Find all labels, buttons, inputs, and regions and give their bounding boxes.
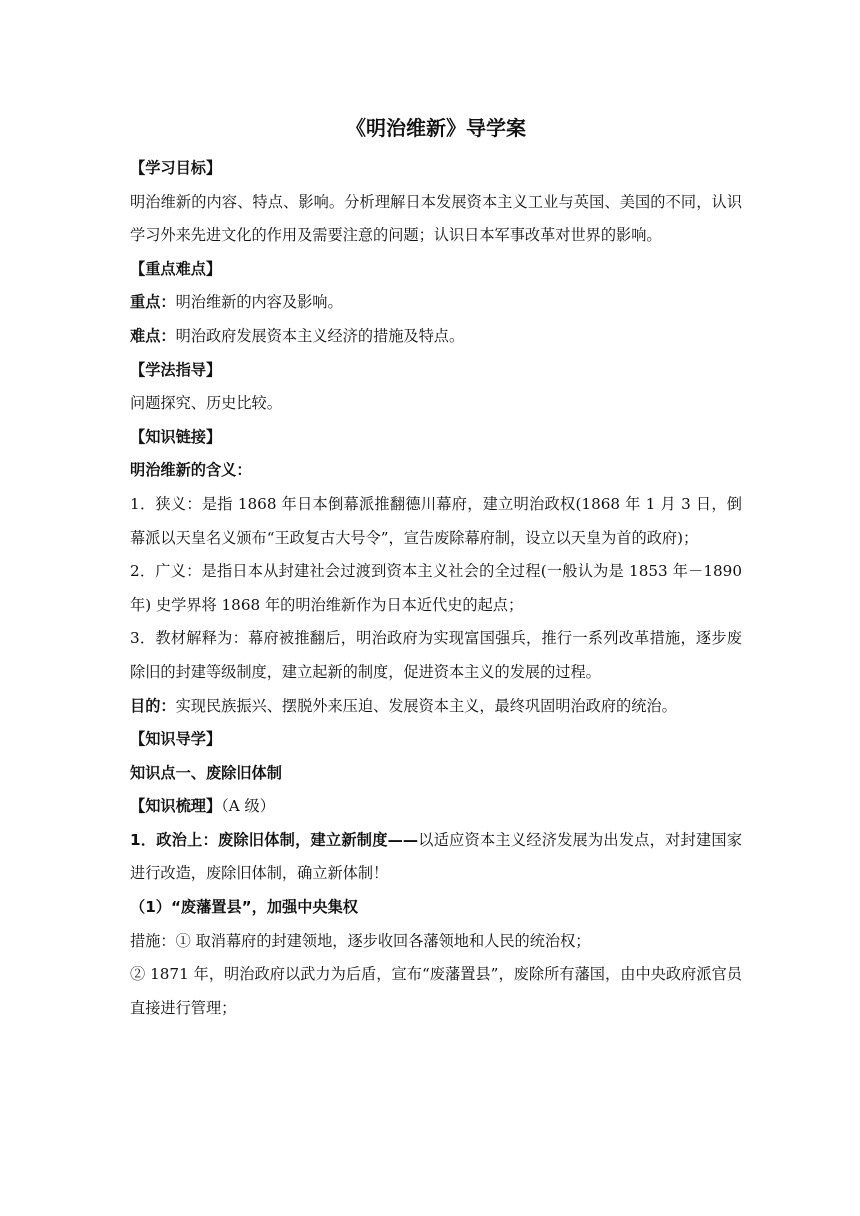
key-point-label: 重点： xyxy=(130,293,176,312)
politics-label: 1．政治上：废除旧体制，建立新制度—— xyxy=(130,830,419,849)
purpose-label: 目的： xyxy=(130,696,176,715)
knowledge-sort-heading: 【知识梳理】 xyxy=(130,797,222,816)
knowledge-sort-line xyxy=(130,790,742,824)
key-point-text: 明治维新的内容及影响。 xyxy=(175,293,343,312)
document-title: 《明治维新》导学案 xyxy=(346,116,526,140)
meaning-label: 明治维新的含义： xyxy=(130,461,252,480)
knowledge-point-1-heading: 知识点一、废除旧体制 xyxy=(130,763,282,782)
measure-1: 措施：① 取消幕府的封建领地，逐步收回各藩领地和人民的统治权； xyxy=(130,931,591,950)
knowledge-sort-level: （A 级） xyxy=(221,797,275,816)
key-points-heading: 【重点难点】 xyxy=(130,259,222,278)
knowledge-link-heading: 【知识链接】 xyxy=(130,427,222,446)
measure-2: ② 1871 年，明治政府以武力为后盾，宣布“废藩置县”，废除所有藩国，由中央政府派官员直接进行管理； xyxy=(130,965,742,1017)
document-body xyxy=(130,112,742,1025)
difficult-point-line xyxy=(130,320,742,354)
objectives-heading: 【学习目标】 xyxy=(130,159,222,177)
purpose-line xyxy=(130,690,742,724)
purpose-text: 实现民族振兴、摆脱外来压迫、发展资本主义，最终巩固明治政府的统治。 xyxy=(175,696,677,715)
key-point-line xyxy=(130,286,742,320)
meaning-item-3: 3．教材解释为：幕府被推翻后，明治政府为实现富国强兵，推行一系列改革措施，逐步废除旧的封建等级制度，建立起新的制度，促进资本主义的发展的过程。 xyxy=(130,629,742,681)
meaning-item-2: 2．广义：是指日本从封建社会过渡到资本主义社会的全过程(一般认为是 1853 年－1890 年) 史学界将 1868 年的明治维新作为日本近代史的起点； xyxy=(130,562,742,614)
difficult-point-label: 难点： xyxy=(130,326,176,345)
politics-text: 以适应资本主义经济发展为出发点，对封建国家进行改造，废除旧体制，确立新体制！ xyxy=(130,830,743,883)
difficult-point-text: 明治政府发展资本主义经济的措施及特点。 xyxy=(175,326,465,345)
subsection-1-heading: （1）“废藩置县”，加强中央集权 xyxy=(130,898,358,917)
method-heading: 【学法指导】 xyxy=(130,360,222,379)
method-text: 问题探究、历史比较。 xyxy=(130,394,282,413)
meaning-item-1: 1．狭义：是指 1868 年日本倒幕派推翻德川幕府，建立明治政权(1868 年 1 月 3 日，倒幕派以天皇名义颁布“王政复古大号令”，宣告废除幕府制，设立以天皇为首的政府)； xyxy=(130,494,742,547)
objectives-text: 明治维新的内容、特点、影响。分析理解日本发展资本主义工业与英国、美国的不同，认识学习外来先进文化的作用及需要注意的问题；认识日本军事改革对世界的影响。 xyxy=(130,192,742,245)
knowledge-guide-heading: 【知识导学】 xyxy=(130,730,222,749)
politics-paragraph xyxy=(130,824,742,891)
